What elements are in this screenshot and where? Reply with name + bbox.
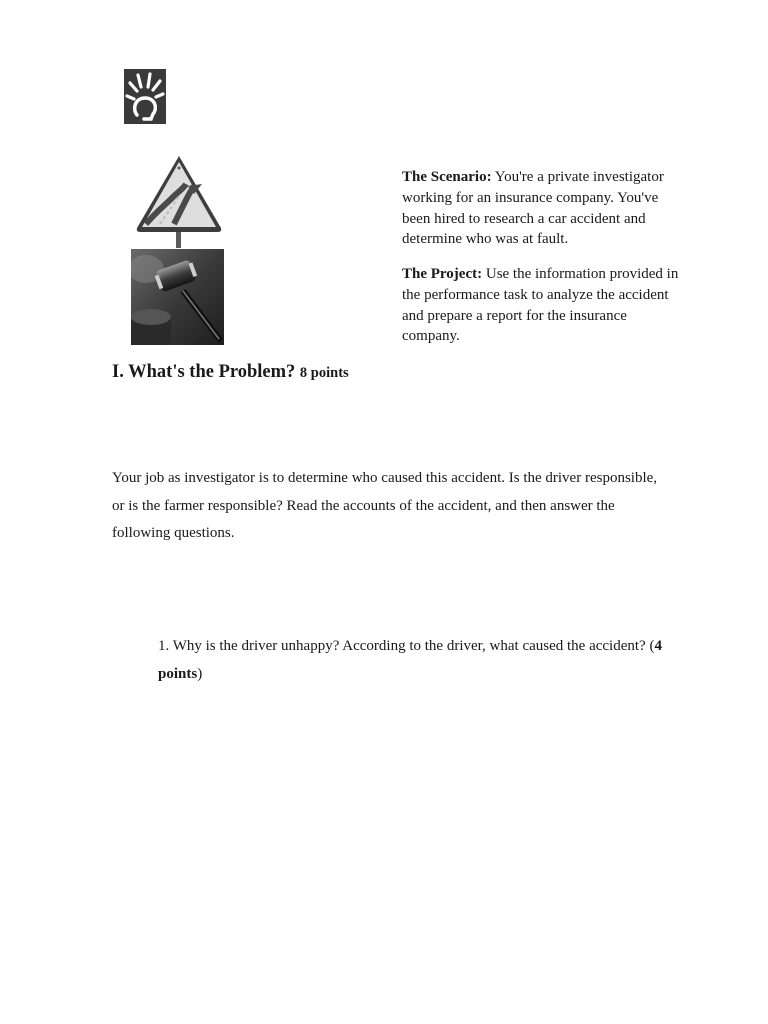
- section-heading: [112, 362, 349, 383]
- project-paragraph: [402, 264, 682, 347]
- project-text: Use the information provided in the performance task to analyze the accident and prepare a report for the insurance company.: [402, 266, 679, 345]
- question-1-close: ): [197, 665, 203, 682]
- question-1-text: 1. Why is the driver unhappy? According to the driver, what caused the accident? (: [158, 638, 655, 654]
- project-label: The Project:: [402, 266, 483, 282]
- scenario-text: You're a private investigator working for an insurance company. You've been hired to research a car accident and determine who was at fault.: [402, 169, 664, 248]
- question-1-points: 4 points: [158, 638, 662, 682]
- scenario-label: The Scenario:: [402, 169, 492, 185]
- question-1: [158, 633, 678, 688]
- instructions-paragraph: Your job as investigator is to determine who caused this accident. Is the driver responsible, or is the farmer responsible? Read the accounts of the accident, and then answer the following questions.: [112, 470, 658, 541]
- section-title: I. What's the Problem?: [112, 362, 296, 382]
- section-points: 8 points: [299, 365, 349, 381]
- logo-icon: [124, 69, 166, 124]
- winding-road-sign-icon: [134, 154, 224, 248]
- scenario-paragraph: [402, 167, 682, 250]
- gavel-photo: [131, 249, 224, 345]
